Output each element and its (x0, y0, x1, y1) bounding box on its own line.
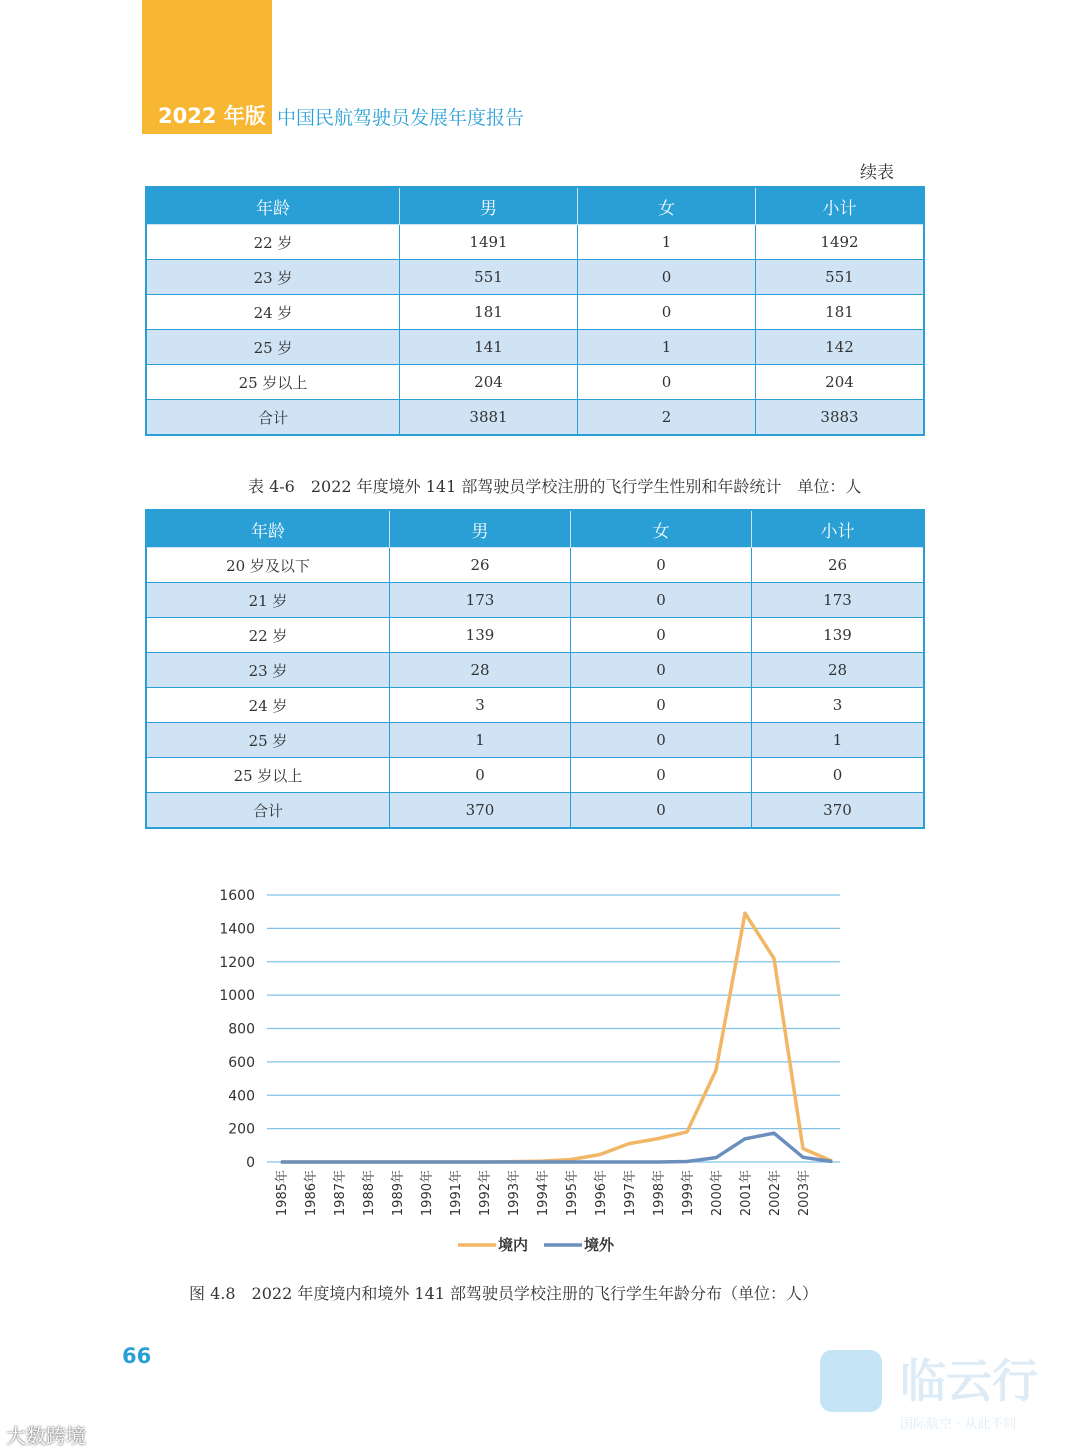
y-tick-label: 400 (228, 1088, 255, 1105)
table-cell: 25 岁 (146, 330, 400, 365)
data-point (338, 1161, 340, 1163)
age-distribution-chart (200, 875, 860, 1265)
x-tick-label: 1990年 (420, 1170, 435, 1217)
column-header-male: 男 (390, 510, 571, 548)
y-tick-label: 1600 (219, 888, 255, 904)
table-cell: 551 (756, 260, 925, 295)
x-tick-label: 2002年 (768, 1170, 783, 1217)
table-cell: 173 (752, 583, 925, 618)
table-cell: 23 岁 (146, 260, 400, 295)
x-tick-label: 2000年 (710, 1170, 725, 1217)
table-cell: 22 岁 (146, 618, 390, 653)
table-row (146, 618, 924, 653)
x-tick-label: 1991年 (449, 1170, 464, 1217)
x-tick-label: 1998年 (652, 1170, 667, 1217)
table-cell: 26 (752, 548, 925, 583)
x-tick-label: 1992年 (478, 1170, 493, 1217)
table-caption: 表 4-6 2022 年度境外 141 部驾驶员学校注册的飞行学生性别和年龄统计 单位：人 (248, 477, 862, 496)
table-cell: 1491 (400, 225, 578, 260)
table-cell: 3 (752, 688, 925, 723)
column-header-age: 年龄 (146, 187, 400, 225)
edition-label: 2022 年版 (158, 104, 266, 128)
x-tick-label: 2001年 (739, 1170, 754, 1217)
data-point (599, 1161, 601, 1163)
data-point (657, 1138, 659, 1140)
table-cell: 173 (390, 583, 571, 618)
x-tick-label: 1988年 (362, 1170, 377, 1217)
data-point (744, 1138, 746, 1140)
table-row (146, 688, 924, 723)
y-tick-label: 800 (228, 1021, 255, 1038)
data-point (802, 1157, 804, 1159)
table-cell: 3883 (756, 400, 925, 436)
table-cell: 0 (571, 653, 752, 688)
y-tick-label: 1000 (219, 988, 255, 1005)
table-cell: 0 (571, 688, 752, 723)
table-row (146, 793, 924, 829)
table-cell: 25 岁 (146, 723, 390, 758)
x-tick-label: 1999年 (681, 1170, 696, 1217)
x-tick-label: 1986年 (304, 1170, 319, 1217)
series-line-overseas (281, 1133, 832, 1162)
table-cell: 181 (400, 295, 578, 330)
data-point (686, 1161, 688, 1163)
data-point (280, 1161, 282, 1163)
table-cell: 0 (752, 758, 925, 793)
x-tick-label: 1987年 (333, 1170, 348, 1217)
data-point (628, 1161, 630, 1163)
watermark-slogan: 国际航空 · 从此不同 (900, 1417, 1017, 1432)
table-cell: 0 (571, 758, 752, 793)
table-cell: 139 (390, 618, 571, 653)
table-cell: 合计 (146, 793, 390, 829)
legend-label: 境外 (584, 1236, 615, 1254)
table-cell: 21 岁 (146, 583, 390, 618)
table-cell: 24 岁 (146, 688, 390, 723)
data-point (831, 1161, 833, 1163)
table-cell: 28 (752, 653, 925, 688)
table-cell: 0 (578, 365, 756, 400)
table-cell: 0 (578, 295, 756, 330)
data-point (396, 1161, 398, 1163)
table-cell: 合计 (146, 400, 400, 436)
page-number: 66 (122, 1344, 152, 1368)
table-cell: 0 (571, 723, 752, 758)
series-line-domestic (281, 913, 832, 1162)
data-point (715, 1069, 717, 1071)
data-point (570, 1161, 572, 1163)
table-cell: 2 (578, 400, 756, 436)
figure-caption: 图 4.8 2022 年度境内和境外 141 部驾驶员学校注册的飞行学生年龄分布（单位：人） (189, 1284, 819, 1303)
table-row (146, 583, 924, 618)
table-cell: 24 岁 (146, 295, 400, 330)
data-point (599, 1154, 601, 1156)
data-point (483, 1161, 485, 1163)
y-tick-label: 1200 (219, 954, 255, 971)
table-cell: 3881 (400, 400, 578, 436)
table-cell: 22 岁 (146, 225, 400, 260)
data-point (773, 1132, 775, 1134)
table-cell: 1 (752, 723, 925, 758)
table-cell: 551 (400, 260, 578, 295)
column-header-female: 女 (571, 510, 752, 548)
data-point (570, 1159, 572, 1161)
x-tick-label: 2003年 (797, 1170, 812, 1217)
data-point (425, 1161, 427, 1163)
data-point (541, 1161, 543, 1163)
table-cell: 139 (752, 618, 925, 653)
column-header-subtotal: 小计 (756, 187, 925, 225)
table-cell: 26 (390, 548, 571, 583)
column-header-age: 年龄 (146, 510, 390, 548)
legend-label: 境内 (498, 1236, 529, 1254)
table-cell: 25 岁以上 (146, 365, 400, 400)
data-point (715, 1157, 717, 1159)
table-cell: 23 岁 (146, 653, 390, 688)
table-cell: 28 (390, 653, 571, 688)
table-cell: 3 (390, 688, 571, 723)
table-row (146, 330, 924, 365)
y-tick-label: 1400 (219, 921, 255, 938)
data-point (686, 1131, 688, 1133)
x-tick-label: 1985年 (275, 1170, 290, 1217)
table-cell: 0 (571, 583, 752, 618)
report-title: 中国民航驾驶员发展年度报告 (277, 107, 525, 129)
table-cell: 0 (571, 618, 752, 653)
x-tick-label: 1997年 (623, 1170, 638, 1217)
table-row (146, 400, 924, 436)
table-cell: 0 (571, 548, 752, 583)
data-point (367, 1161, 369, 1163)
y-tick-label: 600 (228, 1054, 255, 1071)
table-cell: 20 岁及以下 (146, 548, 390, 583)
data-point (744, 912, 746, 914)
x-tick-label: 1996年 (594, 1170, 609, 1217)
x-tick-label: 1995年 (565, 1170, 580, 1217)
table-row (146, 548, 924, 583)
table-cell: 1 (390, 723, 571, 758)
table-cell: 141 (400, 330, 578, 365)
table-continued (145, 186, 925, 436)
table-row (146, 225, 924, 260)
table-row (146, 653, 924, 688)
x-tick-label: 1993年 (507, 1170, 522, 1217)
table-row (146, 295, 924, 330)
table-cell: 25 岁以上 (146, 758, 390, 793)
table-cell: 204 (756, 365, 925, 400)
table-cell: 370 (390, 793, 571, 829)
airplane-icon (820, 1350, 882, 1412)
watermark-brand: 临云行 (900, 1354, 1038, 1408)
x-tick-label: 1989年 (391, 1170, 406, 1217)
column-header-male: 男 (400, 187, 578, 225)
table-row (146, 365, 924, 400)
data-point (802, 1148, 804, 1150)
data-point (309, 1161, 311, 1163)
column-header-subtotal: 小计 (752, 510, 925, 548)
table-cell: 0 (578, 260, 756, 295)
x-tick-label: 1994年 (536, 1170, 551, 1217)
table-cell: 1 (578, 330, 756, 365)
data-point (628, 1143, 630, 1145)
table-row (146, 260, 924, 295)
y-tick-label: 0 (246, 1155, 255, 1171)
table-cell: 181 (756, 295, 925, 330)
table-cell: 204 (400, 365, 578, 400)
table-row (146, 723, 924, 758)
data-point (454, 1161, 456, 1163)
table-overseas-students (145, 509, 925, 829)
table-cell: 0 (390, 758, 571, 793)
continued-label: 续表 (860, 163, 894, 183)
table-cell: 1492 (756, 225, 925, 260)
data-point (512, 1161, 514, 1163)
data-point (657, 1161, 659, 1163)
watermark-text: 大数跨境 (6, 1424, 86, 1448)
column-header-female: 女 (578, 187, 756, 225)
table-cell: 142 (756, 330, 925, 365)
watermark-logo (820, 1345, 1060, 1440)
table-cell: 0 (571, 793, 752, 829)
data-point (773, 958, 775, 960)
y-tick-label: 200 (228, 1121, 255, 1138)
table-cell: 370 (752, 793, 925, 829)
table-cell: 1 (578, 225, 756, 260)
table-row (146, 758, 924, 793)
